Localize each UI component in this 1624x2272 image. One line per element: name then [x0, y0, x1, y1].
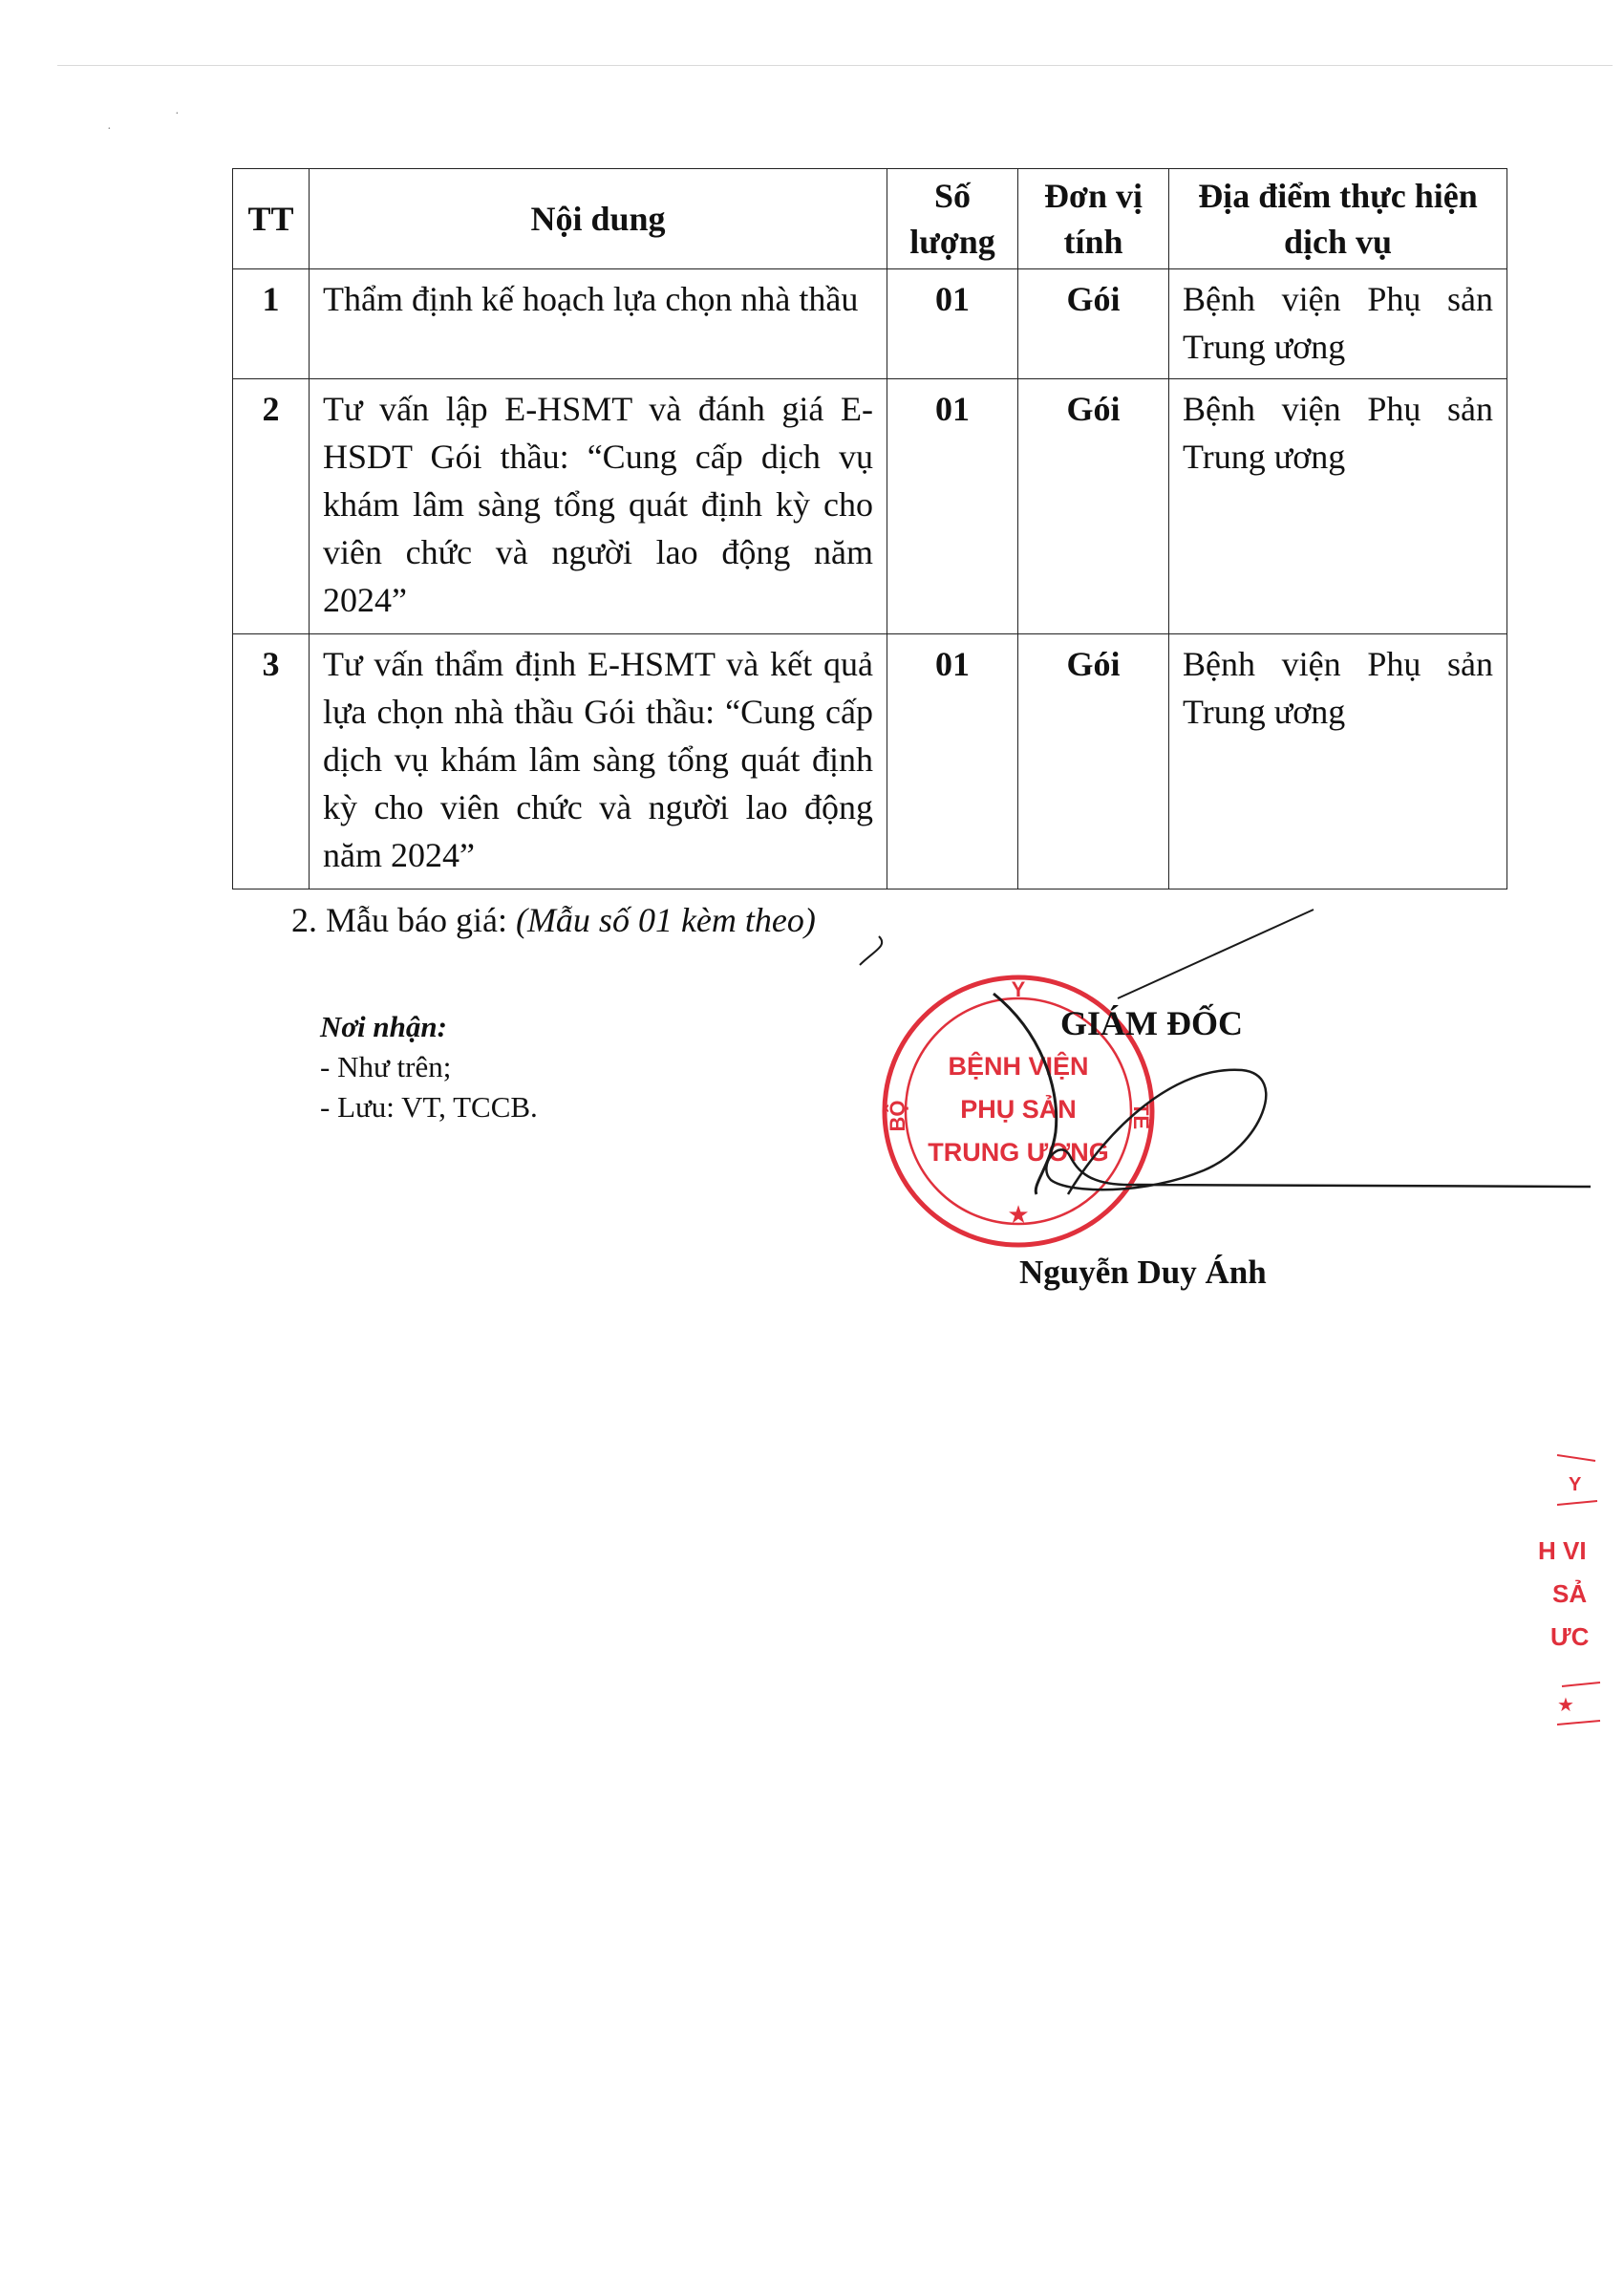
row-unit: Gói: [1018, 379, 1169, 634]
row-location: Bệnh viện Phụ sản Trung ương: [1169, 269, 1507, 379]
edge-stamp-line: ƯC: [1550, 1622, 1590, 1651]
recipients-block: [320, 1007, 538, 1127]
header-content: Nội dung: [310, 169, 887, 269]
row-quantity: 01: [887, 634, 1018, 890]
edge-stamp-star-icon: ★: [1557, 1695, 1574, 1716]
stamp-line: TRUNG ƯƠNG: [928, 1138, 1109, 1167]
row-tt: 1: [233, 269, 310, 379]
edge-stamp-arc: [1557, 1721, 1600, 1725]
row-unit: Gói: [1018, 634, 1169, 890]
row-tt: 2: [233, 379, 310, 634]
table-row: [233, 634, 1507, 890]
quote-template-note: [291, 900, 816, 940]
recipients-title: Nơi nhận:: [320, 1010, 447, 1043]
row-unit: Gói: [1018, 269, 1169, 379]
sig-stroke: [1046, 1070, 1591, 1194]
signer-name: Nguyễn Duy Ánh: [1019, 1254, 1267, 1291]
row-location: Bệnh viện Phụ sản Trung ương: [1169, 634, 1507, 890]
edge-stamp-line: SẢ: [1552, 1579, 1588, 1608]
stamp-line: BỆNH VIỆN: [948, 1052, 1089, 1081]
edge-stamp-fragment: [1519, 1447, 1624, 1753]
stamp-star-icon: ★: [1007, 1201, 1030, 1229]
table-header-row: [233, 169, 1507, 269]
header-quantity: Số lượng: [887, 169, 1018, 269]
service-table: [232, 168, 1507, 890]
scan-speck: ·: [107, 122, 112, 137]
stamp-ring-right: TẾ: [1129, 1102, 1153, 1130]
row-content: Tư vấn thẩm định E-HSMT và kết quả lựa chọn nhà thầu Gói thầu: “Cung cấp dịch vụ khám lâm sàng tổng quát định kỳ cho viên chức và người lao động năm 2024”: [310, 634, 887, 890]
stamp-ring-top: Y: [1011, 977, 1026, 1001]
sig-stroke: [1118, 910, 1314, 998]
row-quantity: 01: [887, 379, 1018, 634]
stamp-line: PHỤ SẢN: [960, 1095, 1077, 1124]
stamp-ring-left: BỘ: [886, 1100, 909, 1132]
row-location: Bệnh viện Phụ sản Trung ương: [1169, 379, 1507, 634]
scan-speck: ·: [175, 107, 180, 121]
page-top-line: [57, 65, 1613, 66]
row-content: Tư vấn lập E-HSMT và đánh giá E-HSDT Gói thầu: “Cung cấp dịch vụ khám lâm sàng tổng quát định kỳ cho viên chức và người lao động năm 2024”: [310, 379, 887, 634]
note-italic: (Mẫu số 01 kèm theo): [515, 901, 816, 939]
header-tt: TT: [233, 169, 310, 269]
recipient-item: - Như trên;: [320, 1050, 452, 1083]
edge-stamp-arc: [1562, 1683, 1600, 1686]
edge-stamp-line: H VI: [1538, 1536, 1587, 1565]
handwritten-signature: [831, 908, 1614, 1232]
note-prefix: 2. Mẫu báo giá:: [291, 901, 507, 939]
row-quantity: 01: [887, 269, 1018, 379]
signer-role: GIÁM ĐỐC: [1060, 1004, 1243, 1042]
table-row: [233, 269, 1507, 379]
recipient-item: - Lưu: VT, TCCB.: [320, 1090, 538, 1124]
row-tt: 3: [233, 634, 310, 890]
header-unit: Đơn vị tính: [1018, 169, 1169, 269]
edge-stamp-arc: [1557, 1501, 1597, 1505]
edge-stamp-arc: [1557, 1455, 1595, 1461]
sig-flourish: [860, 936, 882, 965]
table-row: [233, 379, 1507, 634]
edge-stamp-top: Y: [1569, 1474, 1582, 1495]
row-content: Thẩm định kế hoạch lựa chọn nhà thầu: [310, 269, 887, 379]
header-location: Địa điểm thực hiện dịch vụ: [1169, 169, 1507, 269]
